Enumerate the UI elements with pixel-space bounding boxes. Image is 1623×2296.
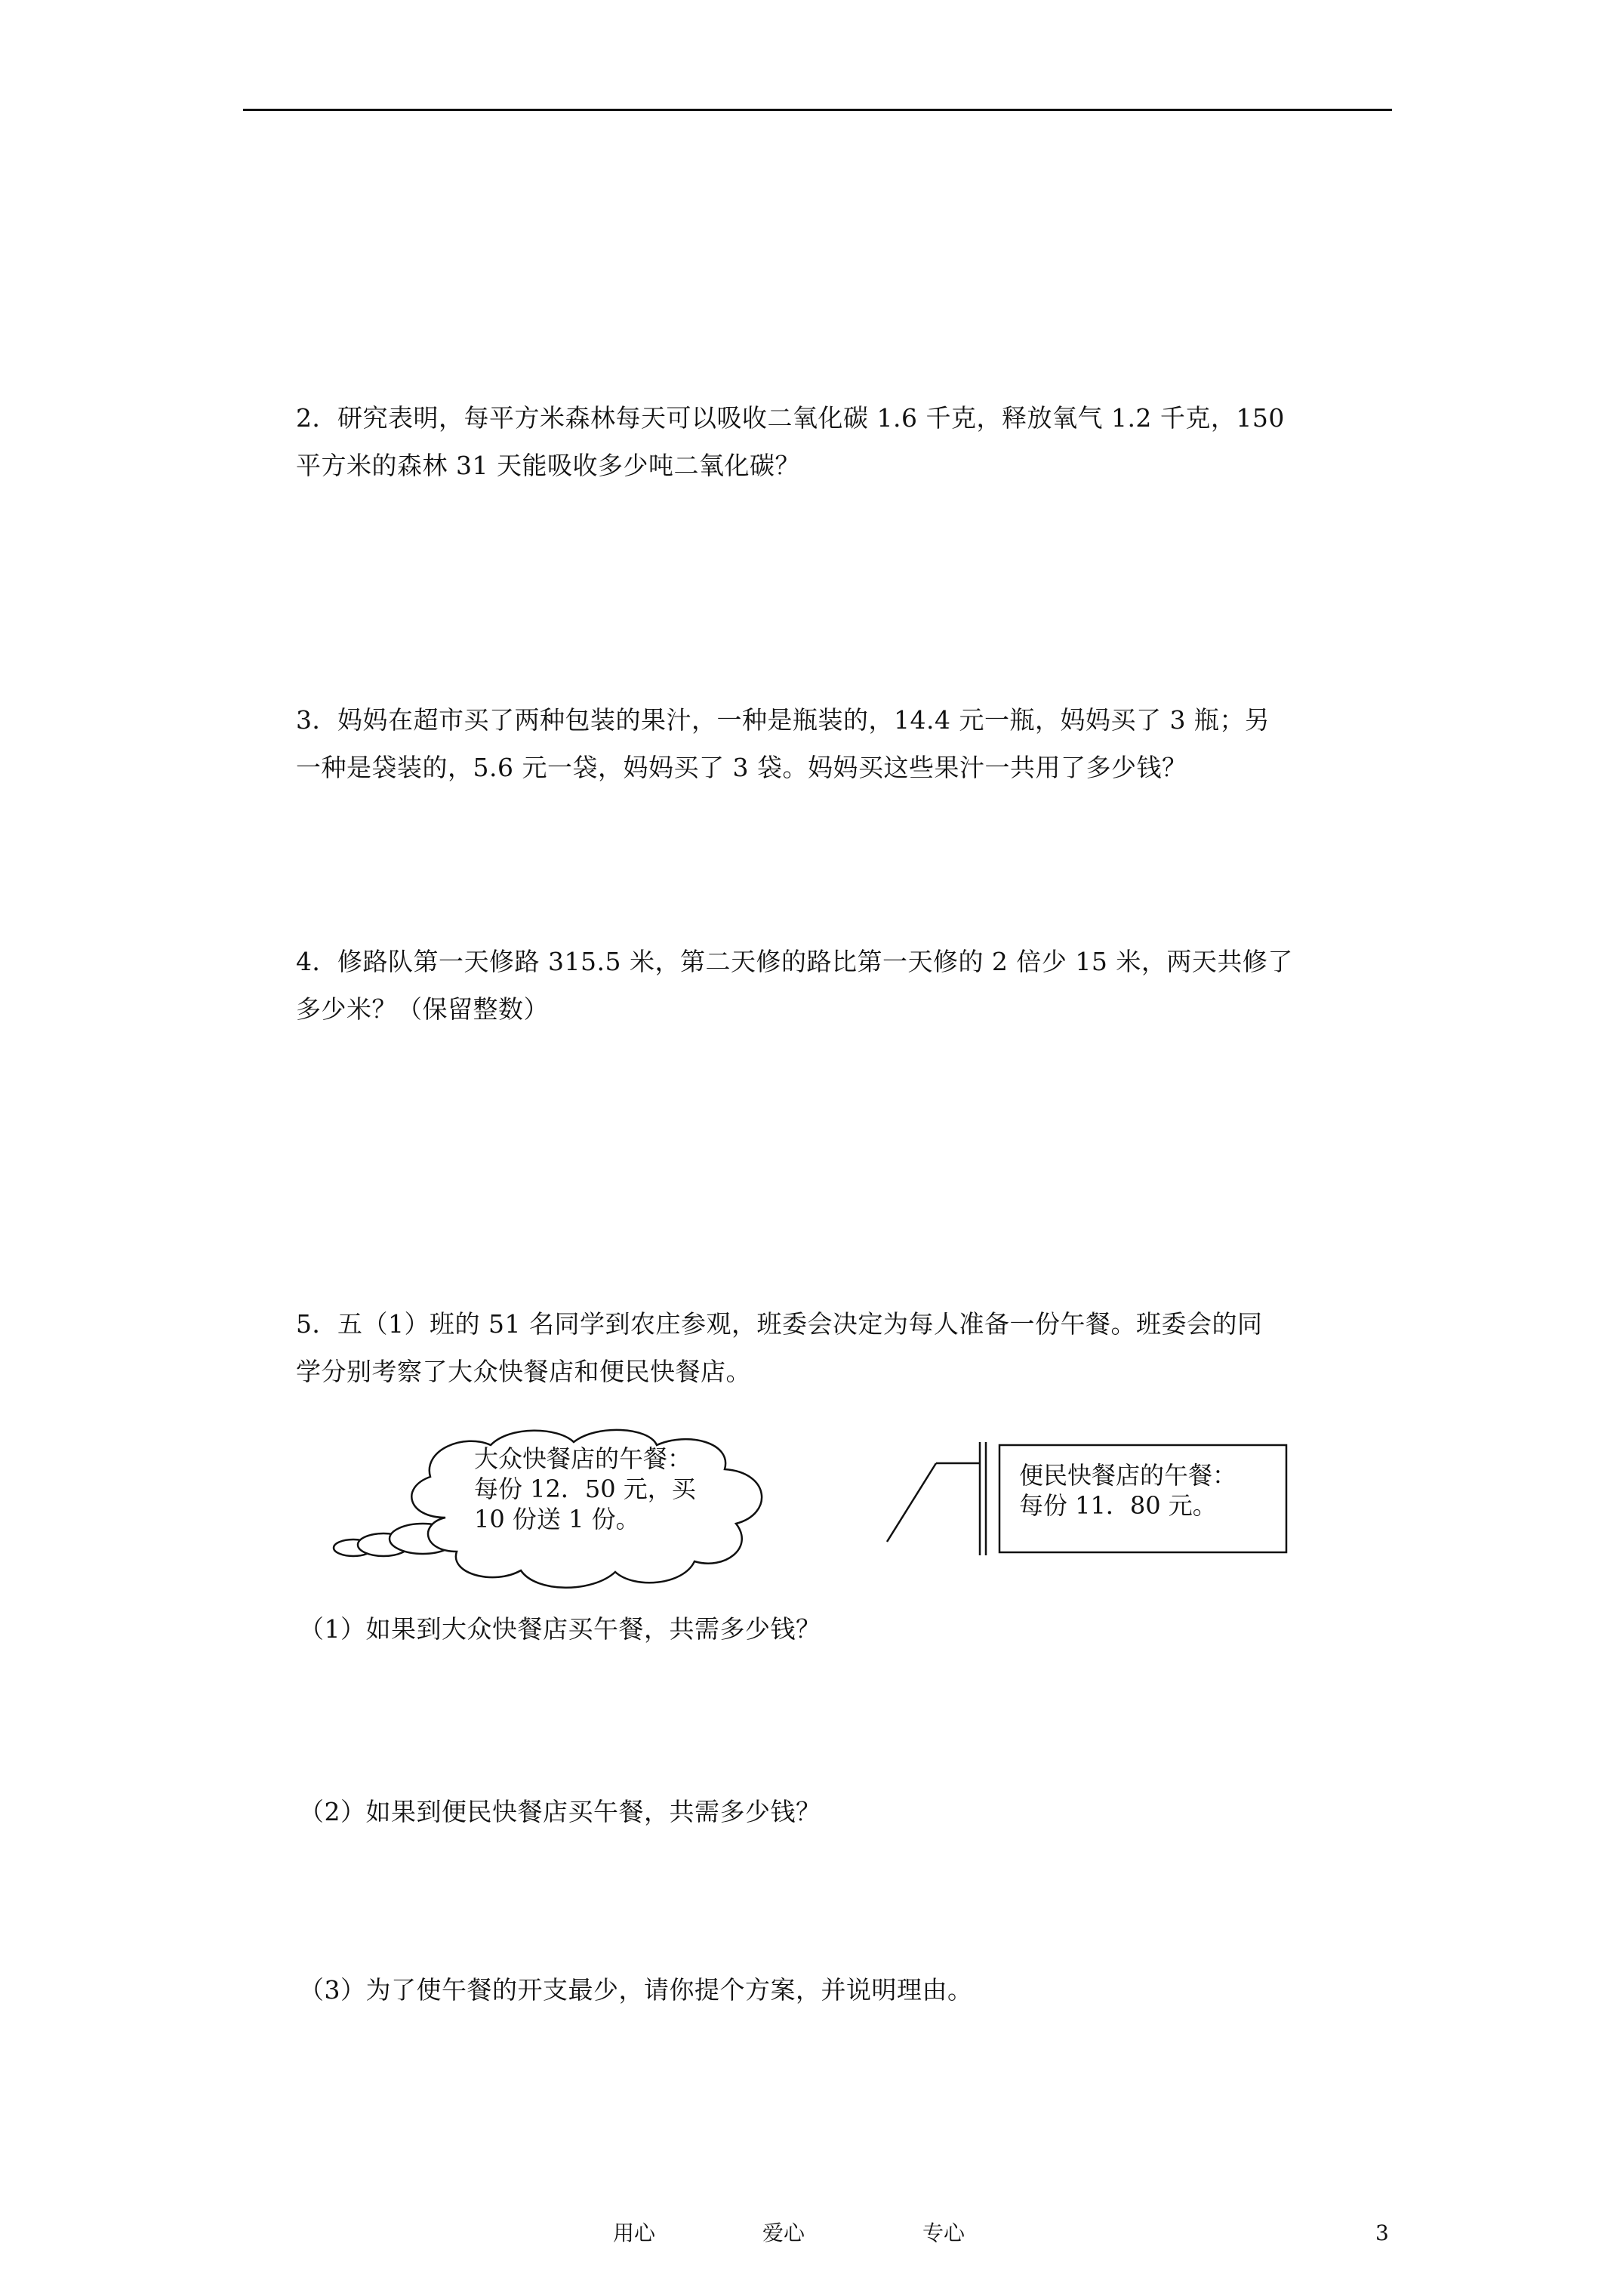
question-3	[296, 696, 1390, 791]
signboard-text-line-2: 每份 11．80 元。	[1019, 1491, 1217, 1520]
footer-item-3: 专心	[922, 2220, 965, 2245]
cloud-text-line-3: 10 份送 1 份。	[474, 1505, 640, 1533]
question-5-line-1: 5．五（1）班的 51 名同学到农庄参观，班委会决定为每人准备一份午餐。班委会的同	[296, 1309, 1263, 1339]
page-number: 3	[1375, 2220, 1389, 2245]
question-4	[296, 938, 1390, 1033]
signpost-slant-line	[887, 1463, 936, 1542]
question-2-line-1: 2．研究表明，每平方米森林每天可以吸收二氧化碳 1.6 千克，释放氧气 1.2 千克，150	[296, 403, 1285, 433]
cloud-text	[474, 1444, 696, 1534]
shop-comparison-figure	[302, 1427, 1306, 1608]
question-4-line-2: 多少米？（保留整数）	[296, 994, 549, 1024]
header-rule	[243, 109, 1392, 111]
cloud-text-line-1: 大众快餐店的午餐：	[474, 1444, 692, 1473]
question-4-line-1: 4．修路队第一天修路 315.5 米，第二天修的路比第一天修的 2 倍少 15 米，两天共修了	[296, 947, 1293, 976]
sub-question-1: （1）如果到大众快餐店买午餐，共需多少钱？	[299, 1614, 821, 1644]
signboard-text	[1019, 1460, 1236, 1521]
sub-question-3: （3）为了使午餐的开支最少，请你提个方案，并说明理由。	[299, 1975, 973, 2005]
footer-item-2: 爱心	[762, 2220, 805, 2245]
signboard-text-line-1: 便民快餐店的午餐：	[1019, 1461, 1237, 1490]
footer-item-1: 用心	[613, 2220, 656, 2245]
question-5-line-2: 学分别考察了大众快餐店和便民快餐店。	[296, 1357, 751, 1386]
question-3-line-1: 3．妈妈在超市买了两种包装的果汁，一种是瓶装的，14.4 元一瓶，妈妈买了 3 瓶；另	[296, 705, 1270, 735]
sub-question-2: （2）如果到便民快餐店买午餐，共需多少钱？	[299, 1797, 821, 1826]
question-3-line-2: 一种是袋装的，5.6 元一袋，妈妈买了 3 袋。妈妈买这些果汁一共用了多少钱？	[296, 753, 1187, 782]
question-2	[296, 394, 1390, 489]
question-2-line-2: 平方米的森林 31 天能吸收多少吨二氧化碳？	[296, 451, 800, 480]
cloud-text-line-2: 每份 12．50 元，买	[474, 1475, 696, 1503]
question-5	[296, 1300, 1390, 1395]
